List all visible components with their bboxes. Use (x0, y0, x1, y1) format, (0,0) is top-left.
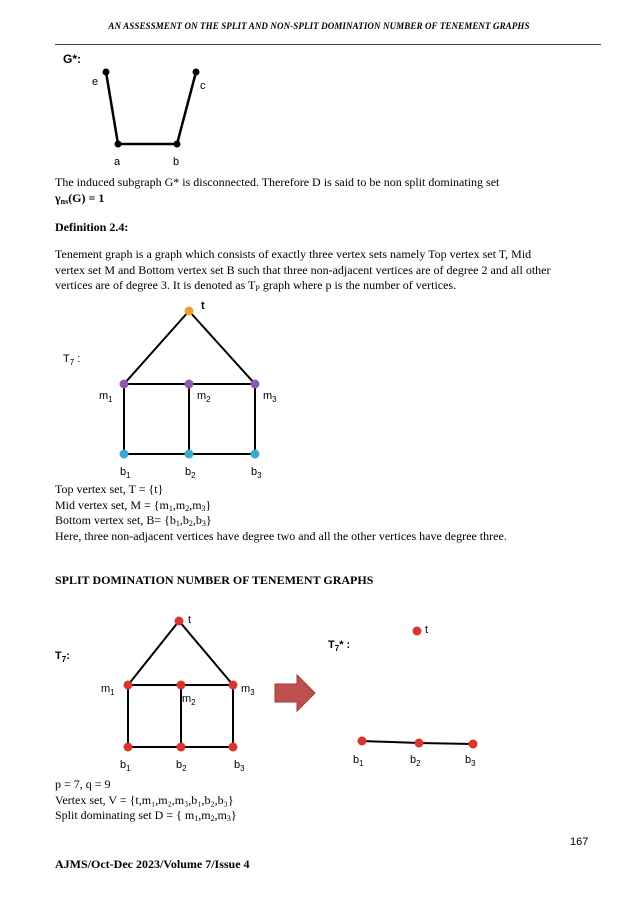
label-m1: $m_1$ (99, 390, 113, 404)
def-text-a: vertices are of degree 3. It is denoted as T (55, 278, 256, 292)
figure-tenement-graph (55, 298, 315, 483)
def-sub-p: P (255, 284, 260, 293)
label-star-b2: $b_2$ (410, 754, 421, 768)
definition-line-1: Tenement graph is a graph which consists of exactly three vertex sets namely Top vertex set T, Mid (55, 247, 532, 261)
edge-e-a (106, 72, 118, 144)
degree-sentence: Here, three non-adjacent vertices have degree two and all the other vertices have degree three. (55, 528, 507, 543)
label-m3: $m_3$ (241, 683, 255, 697)
definition-line-3 (55, 278, 599, 294)
vertex-b1 (120, 450, 129, 459)
label-e: e (92, 76, 99, 88)
label-c: c (200, 80, 206, 92)
label-b3: $b_3$ (251, 466, 262, 480)
vertex-t (185, 307, 194, 316)
bottom-vertex-set: Bottom vertex set, $B= \{b_1,b_2,b_3\}$ (55, 513, 212, 528)
vertex-b3 (251, 450, 260, 459)
right-arrow-icon (275, 675, 315, 711)
vertex-m3 (229, 681, 238, 690)
section-heading: SPLIT DOMINATION NUMBER OF TENEMENT GRAPHS (55, 573, 374, 587)
label-t: t (201, 300, 205, 312)
vertex-m3 (251, 380, 260, 389)
vertex-a (115, 141, 122, 148)
label-b1: $b_1$ (120, 466, 131, 480)
label-b1: $b_1$ (120, 759, 131, 773)
definition-body (55, 247, 599, 294)
vertex-star-b1 (358, 737, 367, 746)
label-star-b3: $b_3$ (465, 754, 476, 768)
p-q-values: p = 7, q = 9 (55, 777, 111, 791)
gamma-subscript: ns (60, 197, 69, 206)
mid-vertex-set: Mid vertex set, $M = \{m_1,m_2,m_3\}$ (55, 497, 212, 513)
edge-t-m1 (128, 621, 179, 685)
label-m2: $m_2$ (197, 390, 211, 404)
edge-t-m1 (124, 311, 189, 384)
vertex-b (174, 141, 181, 148)
top-vertex-set: Top vertex set, T = {t} (55, 482, 164, 496)
vertex-m2 (185, 380, 194, 389)
running-header: AN ASSESSMENT ON THE SPLIT AND NON-SPLIT DOMINATION NUMBER OF TENEMENT GRAPHS (108, 21, 530, 31)
vertex-b3 (229, 743, 238, 752)
page-number: 167 (570, 836, 589, 848)
graph-label-t7: $T_7$ : (63, 353, 81, 367)
edge-t-m3 (179, 621, 233, 685)
definition-line-2: vertex set M and Bottom vertex set B such that three non-adjacent vertices are of degree 2 and all other (55, 262, 551, 277)
vertex-c (193, 69, 200, 76)
vertex-t (175, 617, 184, 626)
g-star-title: G*: (63, 52, 81, 66)
induced-subgraph-sentence: The induced subgraph G* is disconnected. Therefore D is said to be non split dominating set (55, 175, 500, 189)
vertex-m1 (120, 380, 129, 389)
vertex-b1 (124, 743, 133, 752)
vertex-star-t (413, 627, 422, 636)
left-graph-label: $T_7$: (55, 650, 70, 664)
label-m3: $m_3$ (263, 390, 277, 404)
vertex-star-b2 (415, 739, 424, 748)
label-t: t (188, 614, 192, 626)
label-m2: $m_2$ (182, 693, 196, 707)
def-text-b: graph where p is the number of vertices. (259, 278, 457, 292)
vertex-e (103, 69, 110, 76)
header-rule (55, 44, 601, 45)
edge-t-m3 (189, 311, 255, 384)
edge-star-b1-b2 (362, 741, 419, 743)
label-star-b1: $b_1$ (353, 754, 364, 768)
figure-g-star (55, 50, 225, 175)
journal-footer: AJMS/Oct-Dec 2023/Volume 7/Issue 4 (55, 857, 250, 871)
vertex-b2 (185, 450, 194, 459)
label-b: b (173, 156, 180, 168)
label-b2: $b_2$ (185, 466, 196, 480)
label-a: a (114, 156, 121, 168)
right-graph-label: $T_7*$ : (328, 639, 351, 653)
label-b3: $b_3$ (234, 759, 245, 773)
figure-split-domination (55, 605, 505, 780)
vertex-m1 (124, 681, 133, 690)
edge-b-c (177, 72, 196, 144)
vertex-sets-block (55, 482, 599, 544)
calculation-block (55, 777, 599, 824)
split-dominating-set: Split dominating set D = { $m_1,m_2,m_3$} (55, 808, 237, 823)
vertex-b2 (177, 743, 186, 752)
label-b2: $b_2$ (176, 759, 187, 773)
vertex-star-b3 (469, 740, 478, 749)
vertex-set-v: Vertex set, V = {t,m₁,m₂,m₃,b₁,b₂,b₃} (55, 792, 234, 807)
label-m1: $m_1$ (101, 683, 115, 697)
gamma-ns-result (55, 191, 104, 207)
gamma-rest: (G) = 1 (68, 191, 105, 205)
vertex-m2 (177, 681, 186, 690)
gamma-symbol: γ (55, 191, 61, 205)
label-star-t: t (425, 624, 429, 636)
edge-star-b2-b3 (419, 743, 473, 744)
definition-heading: Definition 2.4: (55, 220, 129, 234)
